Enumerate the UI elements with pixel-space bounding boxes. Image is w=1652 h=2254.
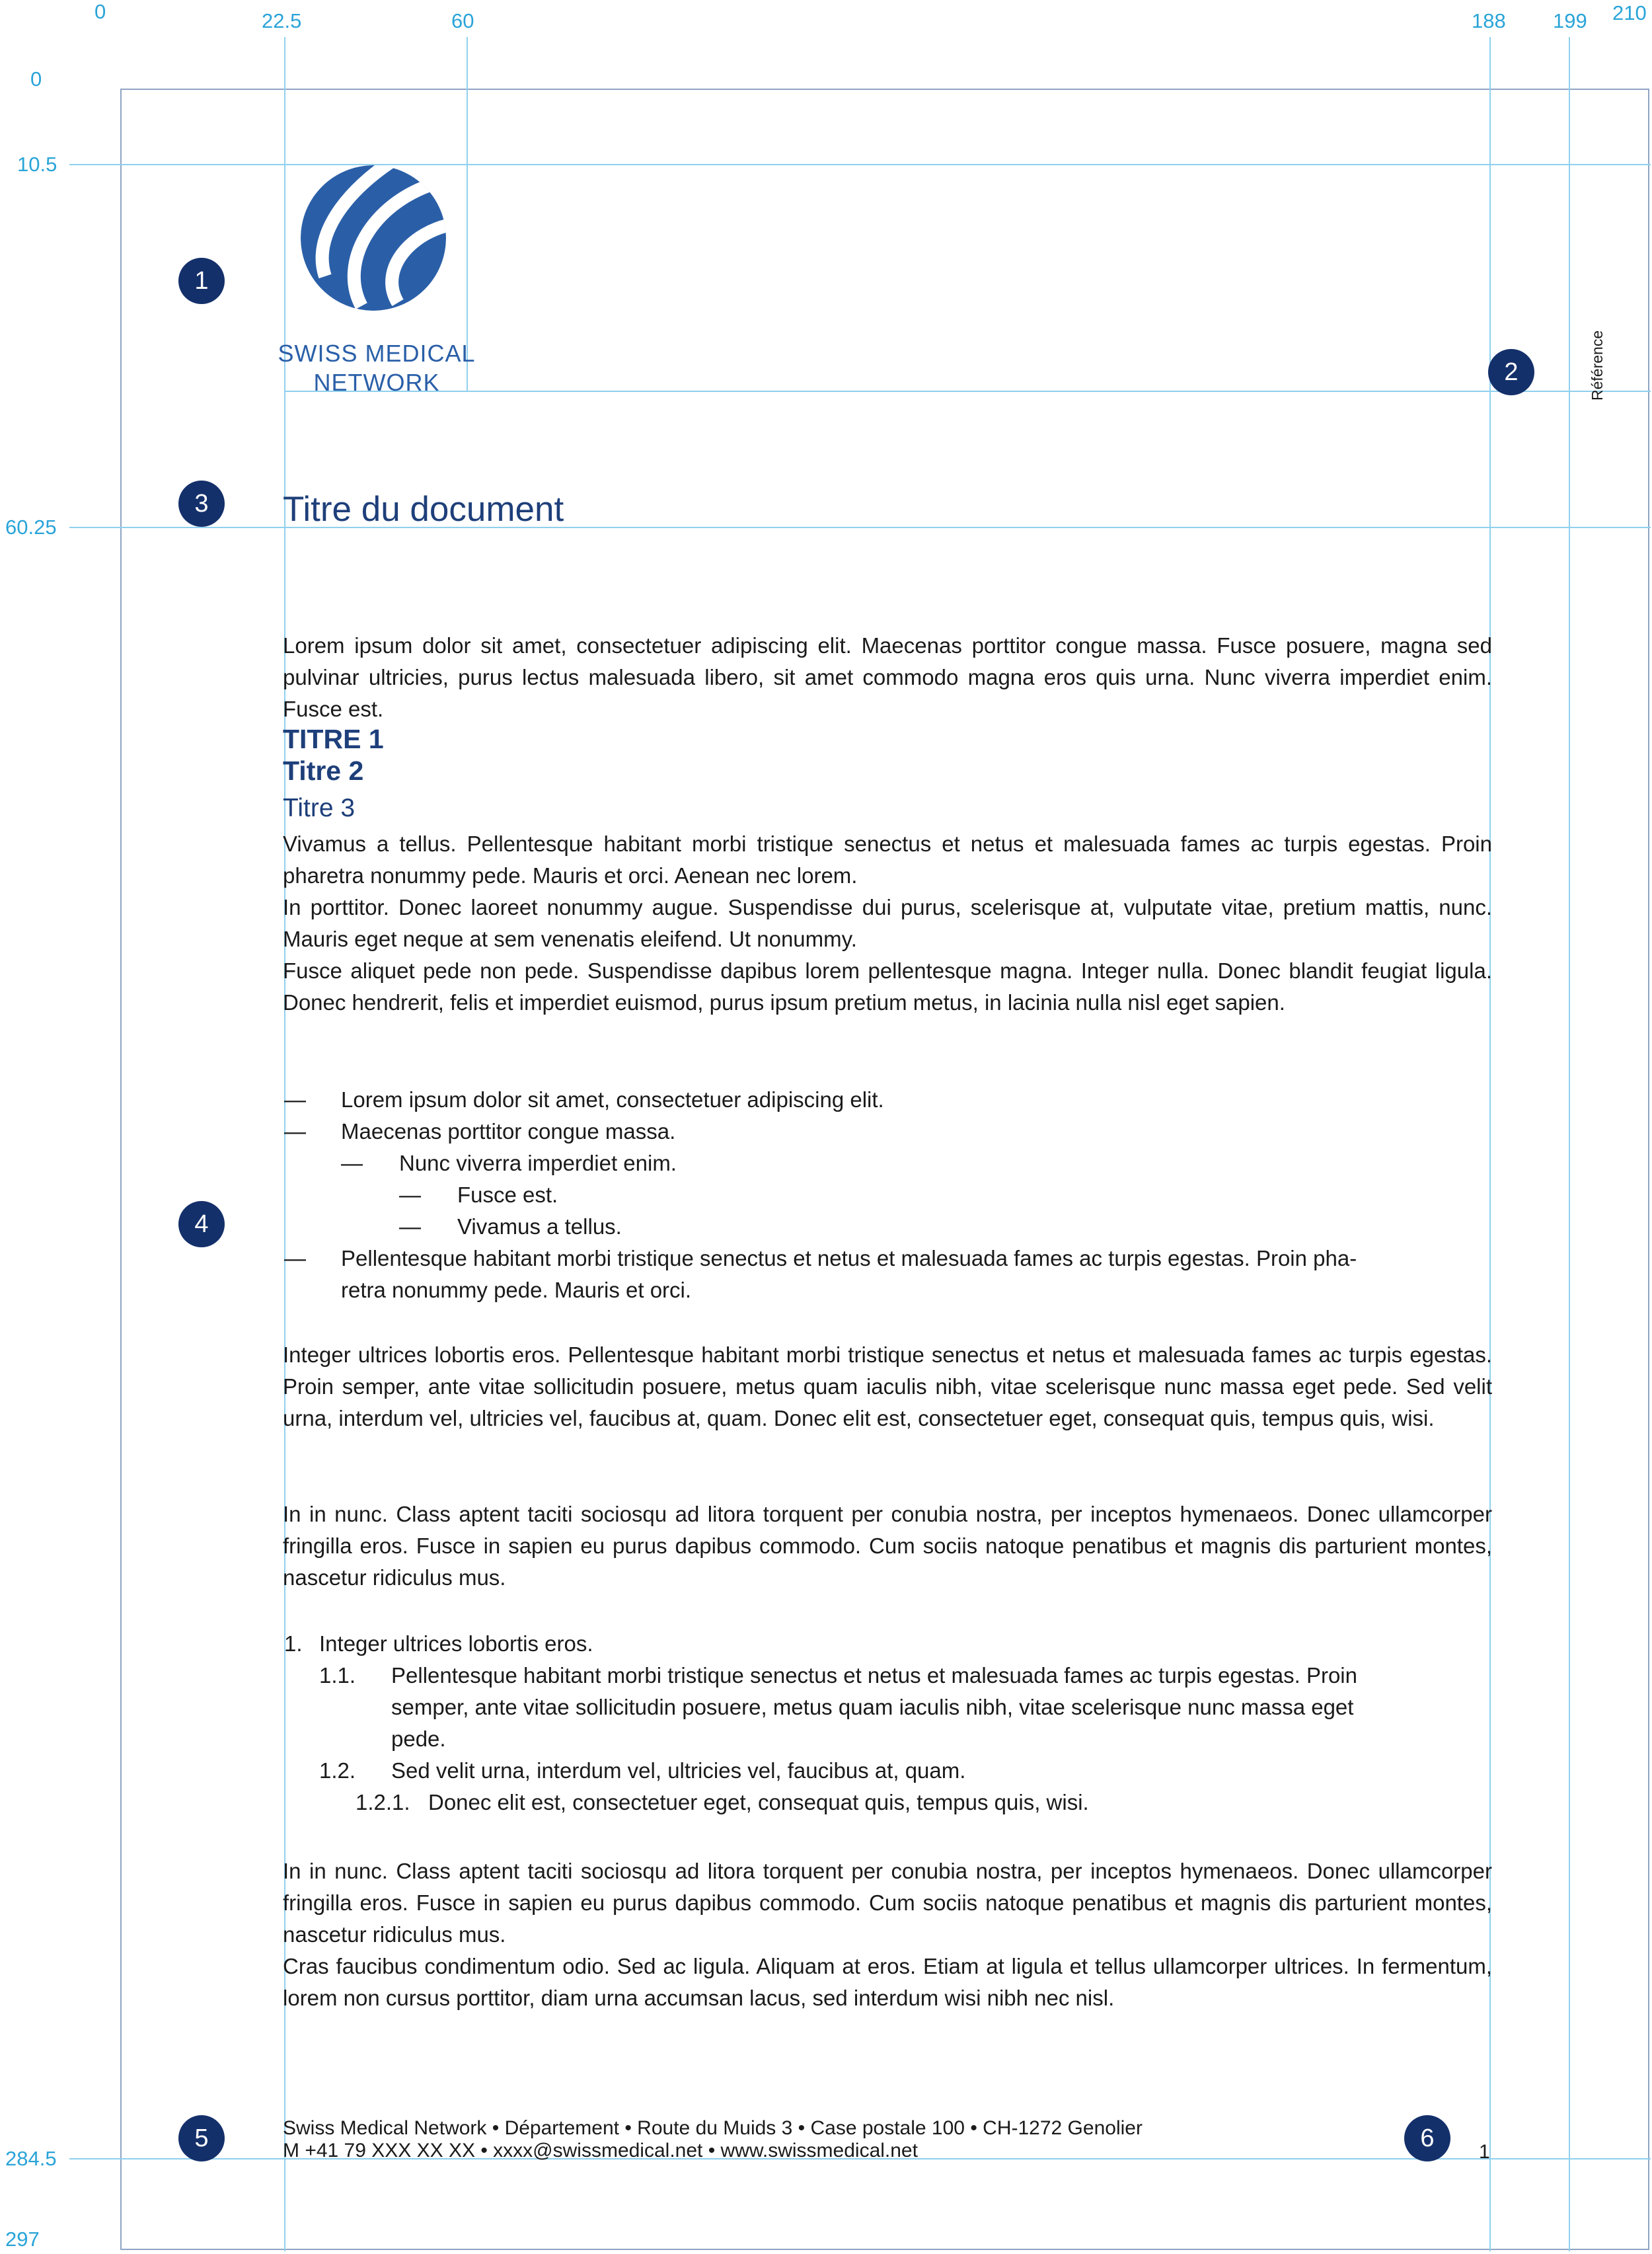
marker-2: 2 bbox=[1488, 349, 1534, 395]
logo-wordmark-line2: NETWORK bbox=[313, 369, 440, 396]
paragraph: In in nunc. Class aptent taciti sociosqu ad litora torquent per conubia nostra, per inceptos hymenaeos. Donec ullamcorper fringilla eros. Fusce in sapien eu purus dapibus commodo. Cum sociis natoque penatibus et magnis dis parturient montes, nascetur ridiculus mus. bbox=[283, 1502, 1492, 1590]
bullet-dash: — bbox=[399, 1214, 421, 1239]
guide-line-vertical bbox=[467, 37, 468, 391]
logo-wordmark-line1: SWISS MEDICAL bbox=[278, 340, 476, 367]
list-item: Integer ultrices lobortis eros. bbox=[319, 1631, 593, 1656]
heading-titre-1: TITRE 1 bbox=[283, 724, 384, 754]
ruler-top-label: 60 bbox=[451, 9, 474, 32]
bullet-item: Fusce est. bbox=[457, 1183, 558, 1207]
ruler-left-label: 0 bbox=[30, 67, 42, 91]
footer-contact: M +41 79 XXX XX XX • xxxx@swissmedical.net • www.swissmedical.net bbox=[283, 2140, 918, 2161]
list-number: 1.1. bbox=[319, 1663, 356, 1688]
guide-line-vertical bbox=[1569, 37, 1570, 2251]
paragraph-text: Vivamus a tellus. Pellentesque habitant morbi tristique senectus et netus et malesuada fames ac turpis egestas. Proin pharetra nonummy pede. Mauris et orci. Aenean nec lorem. bbox=[283, 832, 1492, 888]
paragraph bbox=[283, 1855, 1492, 2014]
bullet-item: Pellentesque habitant morbi tristique senectus et netus et malesuada fames ac turpis egestas. Proin pha- bbox=[341, 1246, 1357, 1270]
marker-1: 1 bbox=[178, 258, 225, 304]
list-item: Pellentesque habitant morbi tristique senectus et netus et malesuada fames ac turpis egestas. Proin bbox=[391, 1663, 1357, 1688]
bullet-dash: — bbox=[284, 1246, 306, 1270]
footer-address: Swiss Medical Network • Département • Route du Muids 3 • Case postale 100 • CH-1272 Genolier bbox=[283, 2117, 1143, 2139]
bullet-item: Lorem ipsum dolor sit amet, consectetuer adipiscing elit. bbox=[341, 1087, 884, 1112]
bullet-dash: — bbox=[284, 1087, 306, 1112]
ruler-left-label: 284.5 bbox=[5, 2147, 57, 2170]
ruler-top-label: 22.5 bbox=[262, 9, 302, 32]
list-item-continued: pede. bbox=[391, 1727, 446, 1751]
heading-titre-3: Titre 3 bbox=[283, 794, 356, 822]
marker-5: 5 bbox=[178, 2115, 225, 2161]
marker-4: 4 bbox=[178, 1201, 225, 1247]
bullet-dash: — bbox=[341, 1151, 363, 1175]
ruler-left-label: 10.5 bbox=[17, 153, 57, 176]
marker-6: 6 bbox=[1404, 2115, 1450, 2161]
list-number: 1.2.1. bbox=[356, 1790, 410, 1814]
list-item: Donec elit est, consectetuer eget, consequat quis, tempus quis, wisi. bbox=[428, 1790, 1089, 1814]
paragraph-text: Cras faucibus condimentum odio. Sed ac ligula. Aliquam at eros. Etiam at ligula et tellus ullamcorper ultrices. In fermentum, lorem non cursus porttitor, diam urna accumsan lacus, sed interdum wisi nibh nec nisl. bbox=[283, 1954, 1492, 2010]
guide-line-horizontal bbox=[284, 391, 1651, 392]
list-number: 1.2. bbox=[319, 1758, 356, 1783]
list-item: Sed velit urna, interdum vel, ultricies vel, faucibus at, quam. bbox=[391, 1758, 966, 1783]
bullet-item: Nunc viverra imperdiet enim. bbox=[399, 1151, 677, 1175]
bullet-item-continued: retra nonummy pede. Mauris et orci. bbox=[341, 1278, 692, 1302]
page-number: 1 bbox=[1479, 2141, 1490, 2163]
reference-label: Référence bbox=[1589, 330, 1606, 401]
paragraph: Integer ultrices lobortis eros. Pellentesque habitant morbi tristique senectus et netus et malesuada fames ac turpis egestas. Proin semper, ante vitae sollicitudin posuere, metus quam iaculis nibh, vitae scelerisque nunc massa eget pede. Sed velit urna, interdum vel, ultricies vel, faucibus at, quam. Donec elit est, consectetuer eget, consequat quis, tempus quis, wisi. bbox=[283, 1342, 1492, 1430]
bullet-dash: — bbox=[284, 1119, 306, 1144]
paragraph-text: Fusce aliquet pede non pede. Suspendisse dapibus lorem pellentesque magna. Integer nulla. Donec blandit feugiat ligula. Donec hendrerit, felis et imperdiet euismod, purus ipsum pretium metus, in lacinia nulla nisl eget sapien. bbox=[283, 958, 1492, 1015]
paragraph-text: In in nunc. Class aptent taciti sociosqu ad litora torquent per conubia nostra, per inceptos hymenaeos. Donec ullamcorper fringilla eros. Fusce in sapien eu purus dapibus commodo. Cum sociis natoque penatibus et magnis dis parturient montes, nascetur ridiculus mus. bbox=[283, 1859, 1492, 1947]
intro-paragraph: Lorem ipsum dolor sit amet, consectetuer adipiscing elit. Maecenas porttitor congue massa. Fusce posuere, magna sed pulvinar ultricies, purus lectus malesuada libero, sit amet commodo magna eros quis urna. Nunc viverra imperdiet enim. Fusce est. bbox=[283, 633, 1492, 721]
ruler-left-label: 60.25 bbox=[5, 516, 57, 539]
list-item-continued: semper, ante vitae sollicitudin posuere, metus quam iaculis nibh, vitae scelerisque nunc massa eget bbox=[391, 1695, 1354, 1719]
ruler-top-label: 210 bbox=[1612, 1, 1647, 24]
logo-icon bbox=[299, 164, 448, 312]
ruler-top-label: 188 bbox=[1472, 9, 1506, 32]
list-number: 1. bbox=[284, 1631, 303, 1656]
ruler-top-label: 0 bbox=[94, 0, 106, 23]
paragraph bbox=[283, 828, 1492, 1019]
document-title: Titre du document bbox=[283, 490, 564, 529]
heading-titre-2: Titre 2 bbox=[283, 756, 364, 786]
paragraph-text: In porttitor. Donec laoreet nonummy augue. Suspendisse dui purus, scelerisque at, vulputate vitae, pretium mattis, nunc. Mauris eget neque at sem venenatis eleifend. Ut nonummy. bbox=[283, 895, 1492, 951]
bullet-item: Maecenas porttitor congue massa. bbox=[341, 1119, 676, 1144]
ruler-top-label: 199 bbox=[1553, 9, 1587, 32]
bullet-item: Vivamus a tellus. bbox=[457, 1214, 622, 1239]
marker-3: 3 bbox=[178, 481, 225, 527]
bullet-dash: — bbox=[399, 1183, 421, 1207]
ruler-left-label: 297 bbox=[5, 2228, 40, 2251]
